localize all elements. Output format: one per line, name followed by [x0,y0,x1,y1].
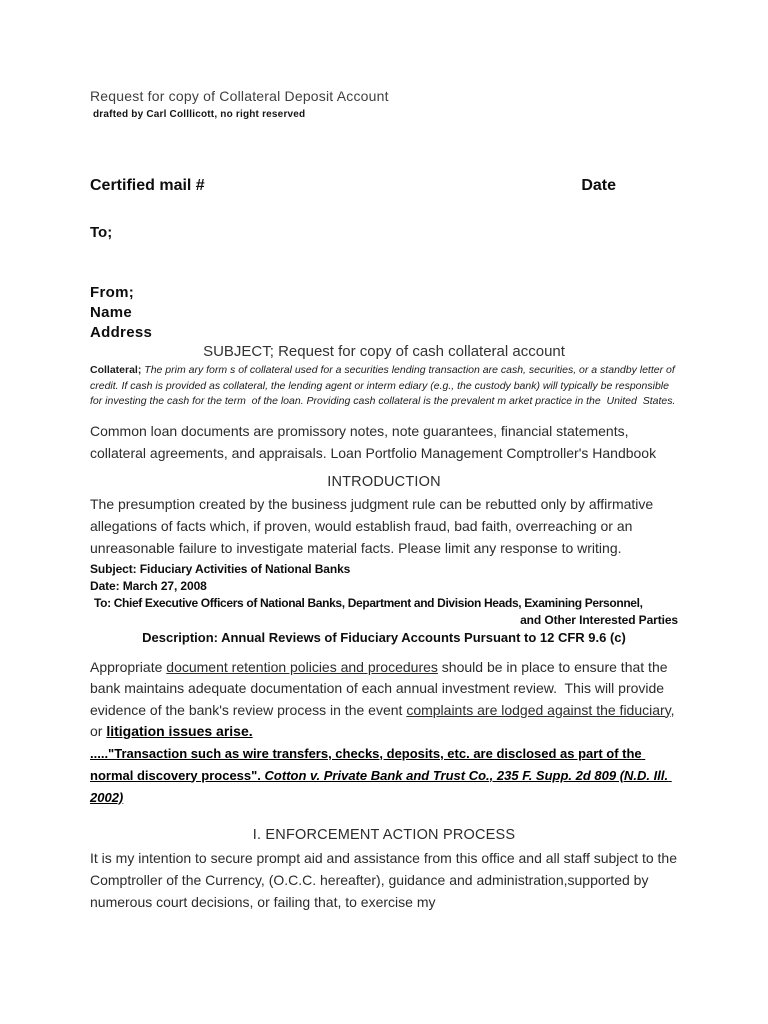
case-citation: Cotton v. Private Bank and Trust Co., 235 F. Supp. 2d 809 (N.D. Ill. 2002) [90,767,672,805]
from-block [90,283,678,343]
memo-block [90,561,678,646]
retention-text: should be in place to ensure that the bank maintains adequate documentation of each annual investment review. This will provide evidence of the bank's review process in the event [90,658,672,718]
memo-to-line: To: Chief Executive Officers of National Banks, Department and Division Heads, Examining Personnel, [94,595,643,610]
collateral-note [90,363,678,410]
loan-documents-paragraph: Common loan documents are promissory notes, note guarantees, financial statements, collateral agreements, and appraisals. Loan Portfolio Management Comptroller's Handbook [90,422,657,461]
retention-text: , or [90,701,679,739]
certified-mail-row [90,177,678,195]
introduction-heading: INTRODUCTION [327,473,441,490]
collateral-note-text: The prim ary form s of collateral used for a securities lending transaction are cash, securities, or a standby letter of credit. If cash is provided as collateral, the lending agent or interm ediary (e.g., the custody bank) will typically be responsible for investing the cash for the term of the loan. Providing cash collateral is the prevalent m arket practice in the United States. [90,364,678,407]
memo-subject-line: Subject: Fiduciary Activities of National Banks [90,561,351,576]
memo-description-line: Description: Annual Reviews of Fiduciary Accounts Pursuant to 12 CFR 9.6 (c) [142,629,626,645]
memo-date-line: Date: March 27, 2008 [90,578,207,593]
from-label: From; [90,284,134,301]
retention-bold-underlined-phrase: litigation issues arise. [106,723,253,739]
address-label: Address [90,324,153,341]
collateral-note-label: Collateral; [90,364,142,376]
introduction-paragraph: The presumption created by the business judgment rule can be rebutted only by affirmative allegations of facts which, if proven, would establish fraud, bad faith, overreaching or an unreasonable failure to investigate material facts. Please limit any response to writing. [90,495,658,556]
retention-text: Appropriate [90,658,167,675]
enforcement-heading: I. ENFORCEMENT ACTION PROCESS [252,826,516,843]
document-title: Request for copy of Collateral Deposit Account [90,88,389,104]
subject-heading: SUBJECT; Request for copy of cash collateral account [203,343,565,360]
retention-underlined-phrase: complaints are lodged against the fiduciary [406,701,671,718]
to-label: To; [90,224,113,241]
date-label: Date [581,177,616,194]
retention-underlined-phrase: document retention policies and procedures [166,658,438,675]
document-byline: drafted by Carl Colllicott, no right reserved [93,109,306,120]
memo-to-continued: and Other Interested Parties [520,612,678,627]
enforcement-paragraph: It is my intention to secure prompt aid and assistance from this office and all staff subject to the Comptroller of the Currency, (O.C.C. hereafter), guidance and administration,supported by numerous court decisions, or failing that, to exercise my [90,849,681,910]
retention-paragraph [90,657,678,743]
certified-mail-label: Certified mail # [90,177,205,194]
name-label: Name [90,304,133,321]
case-quote [90,743,678,809]
quote-text: ....."Transaction such as wire transfers, checks, deposits, etc. are disclosed as part of the normal discovery process". [90,745,646,783]
